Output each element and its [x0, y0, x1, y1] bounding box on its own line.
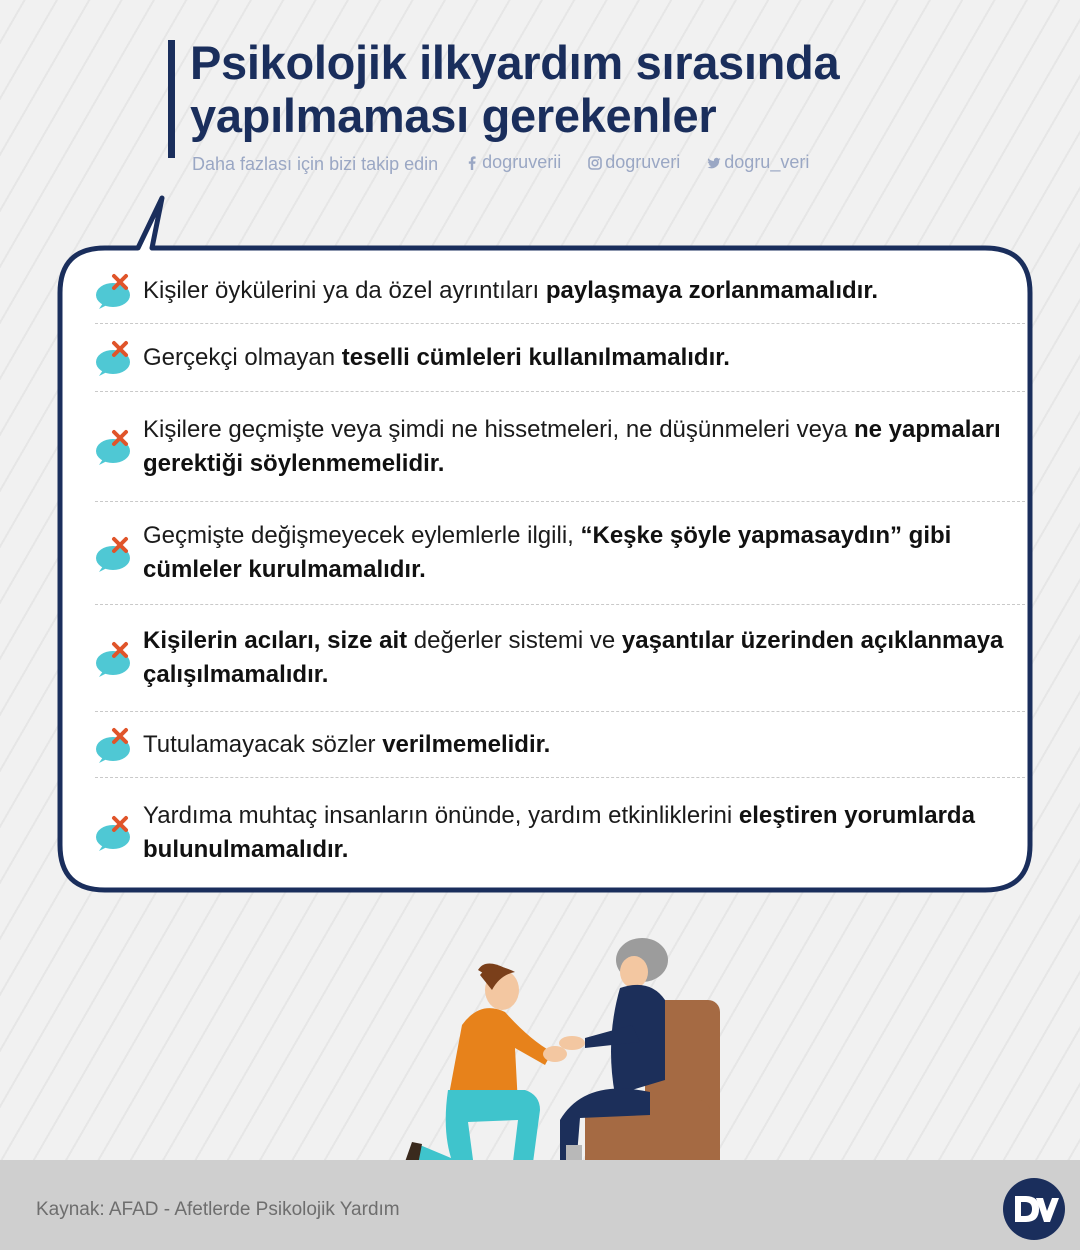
- instagram-handle: dogruveri: [605, 152, 681, 172]
- emphasis-text: yaşantılar üzerinden açıklanmaya çalışılmamalıdır.: [143, 627, 1004, 688]
- list-item: [95, 502, 1025, 605]
- emphasis-text: “Keşke şöyle yapmasaydın” gibi cümleler kurulmamalıdır.: [143, 522, 952, 583]
- list-item: [95, 712, 1025, 778]
- cross-speech-bubble-icon: [95, 340, 135, 376]
- list-item: [95, 392, 1025, 502]
- list-item-text: [143, 728, 550, 762]
- list-item: [95, 258, 1025, 324]
- plain-text: Kişilere geçmişte veya şimdi ne hissetmeleri, ne düşünmeleri veya: [143, 415, 854, 443]
- list-item-text: [143, 799, 1025, 867]
- plain-text: Geçmişte değişmeyecek eylemlerle ilgili,: [143, 522, 581, 549]
- cross-speech-bubble-icon: [95, 641, 135, 677]
- cross-speech-bubble-icon: [95, 815, 135, 851]
- list-item-text: [143, 624, 1025, 692]
- facebook-handle: dogruverii: [482, 152, 562, 172]
- list-item-text: [143, 519, 1025, 587]
- emphasis-text: Kişilerin acıları, size ait: [143, 627, 414, 654]
- emphasis-text: paylaşmaya zorlanmamalıdır.: [545, 276, 879, 304]
- emphasis-text: ne yapmaları gerektiği söylenmemelidir.: [143, 415, 1001, 477]
- dogruveri-logo[interactable]: [1003, 1178, 1065, 1240]
- list-item: [95, 605, 1025, 712]
- title-line-1: Psikolojik ilkyardım sırasında: [190, 36, 840, 89]
- plain-text: Tutulamayacak sözler: [143, 730, 383, 758]
- title-line-2: yapılmaması gerekenler: [190, 89, 717, 142]
- list-item: [95, 324, 1025, 392]
- plain-text: Gerçekçi olmayan: [143, 343, 342, 371]
- twitter-handle: dogru_veri: [724, 152, 810, 172]
- follow-prompt: Daha fazlası için bizi takip edin: [192, 153, 439, 174]
- emphasis-text: eleştiren yorumlarda bulunulmamalıdır.: [143, 802, 975, 863]
- source-credit: Kaynak: AFAD - Afetlerde Psikolojik Yardım: [36, 1199, 400, 1220]
- cross-speech-bubble-icon: [95, 429, 135, 465]
- dont-list: [95, 258, 1025, 888]
- cross-speech-bubble-icon: [95, 727, 135, 763]
- list-item-text: [143, 413, 1025, 481]
- plain-text: Yardıma muhtaç insanların önünde, yardım etkinliklerini: [143, 802, 739, 829]
- list-item: [95, 778, 1025, 888]
- cross-speech-bubble-icon: [95, 536, 135, 572]
- emphasis-text: verilmemelidir.: [382, 730, 551, 758]
- list-item-text: [143, 341, 730, 375]
- plain-text: Kişiler öykülerini ya da özel ayrıntıları: [143, 276, 546, 304]
- kneeling-man: [400, 963, 567, 1180]
- list-item-text: [143, 274, 878, 308]
- dv-logo-icon: [1003, 1178, 1065, 1240]
- plain-text: değerler sistemi ve: [413, 627, 622, 654]
- emphasis-text: teselli cümleleri kullanılmamalıdır.: [341, 343, 730, 371]
- cross-speech-bubble-icon: [95, 273, 135, 309]
